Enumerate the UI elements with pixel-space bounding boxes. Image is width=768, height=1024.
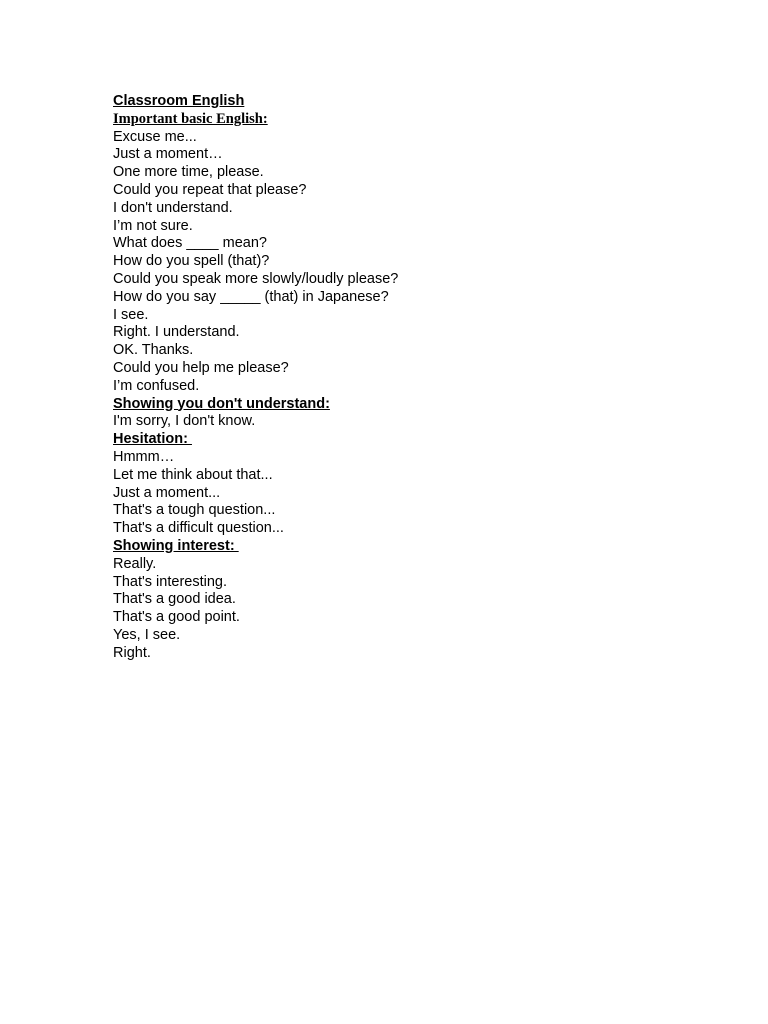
phrase-line: Right. <box>113 644 151 661</box>
phrase-line: That's a tough question... <box>113 502 276 519</box>
phrase-line: Hmmm… <box>113 448 175 465</box>
section-showing-you-dont-understand <box>113 396 713 432</box>
phrase-line: Really. <box>113 555 157 572</box>
phrase-line: I’m not sure. <box>113 217 193 234</box>
phrase-line: Could you help me please? <box>113 359 289 376</box>
section-heading: Showing you don't understand: <box>113 395 330 412</box>
phrase-line: Just a moment… <box>113 146 223 163</box>
section-hesitation <box>113 431 713 538</box>
phrase-line: Could you repeat that please? <box>113 181 307 198</box>
phrase-line: How do you say _____ (that) in Japanese? <box>113 288 389 305</box>
phrase-line: One more time, please. <box>113 164 264 181</box>
phrase-line: Let me think about that... <box>113 466 273 483</box>
phrase-line: What does ____ mean? <box>113 235 267 252</box>
phrase-line: I’m confused. <box>113 377 200 394</box>
document-title: Classroom English <box>113 93 245 109</box>
phrase-line: Yes, I see. <box>113 626 181 643</box>
phrase-line: I don't understand. <box>113 199 233 216</box>
phrase-line: I see. <box>113 306 149 323</box>
section-heading: Important basic English: <box>113 110 268 127</box>
section-heading: Hesitation: <box>113 431 192 448</box>
document-page <box>113 93 713 663</box>
phrase-line: That's interesting. <box>113 573 227 590</box>
phrase-line: Just a moment... <box>113 484 221 501</box>
section-important-basic-english <box>113 111 713 396</box>
phrase-line: I'm sorry, I don't know. <box>113 413 256 430</box>
phrase-line: Right. I understand. <box>113 324 240 341</box>
section-heading: Showing interest: <box>113 537 239 554</box>
phrase-line: OK. Thanks. <box>113 342 194 359</box>
phrase-line: Could you speak more slowly/loudly please? <box>113 270 399 287</box>
section-showing-interest <box>113 538 713 663</box>
phrase-line: That's a good point. <box>113 609 240 626</box>
phrase-line: How do you spell (that)? <box>113 253 270 270</box>
phrase-line: That's a difficult question... <box>113 520 284 537</box>
phrase-line: That's a good idea. <box>113 591 236 608</box>
phrase-line: Excuse me... <box>113 128 197 145</box>
